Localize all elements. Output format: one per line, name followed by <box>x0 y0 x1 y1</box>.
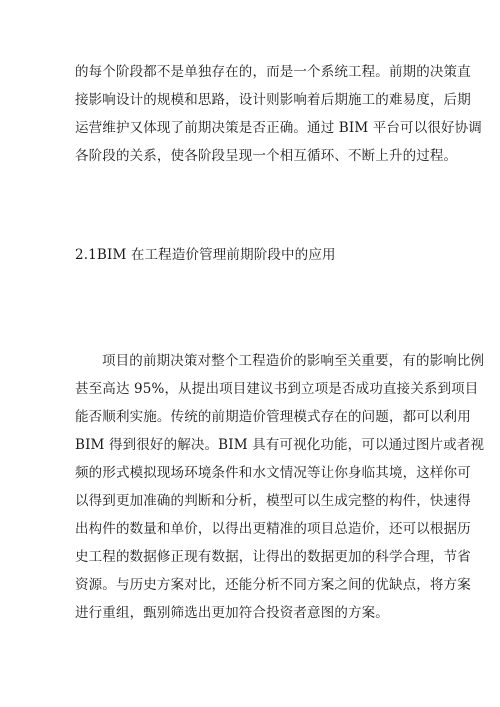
section-heading: 2.1BIM 在工程造价管理前期阶段中的应用 <box>75 247 336 263</box>
paragraph-line: 资源。与历史方案对比，还能分析不同方案之间的优缺点，将方案 <box>75 577 471 593</box>
paragraph-line: BIM 得到很好的解决。BIM 具有可视化功能，可以通过图片或者视 <box>75 437 485 453</box>
paragraph-line: 甚至高达 95%，从提出项目建议书到立项是否成功直接关系到项目 <box>75 381 479 397</box>
paragraph-2 <box>75 347 485 627</box>
paragraph-line: 各阶段的关系，使各阶段呈现一个相互循环、不断上升的过程。 <box>75 148 458 164</box>
paragraph-line: 能否顺利实施。传统的前期造价管理模式存在的问题，都可以利用 <box>75 409 471 425</box>
paragraph-line: 史工程的数据修正现有数据，让得出的数据更加的科学合理，节省 <box>75 549 471 565</box>
paragraph-1 <box>75 58 482 170</box>
paragraph-line: 的每个阶段都不是单独存在的，而是一个系统工程。前期的决策直 <box>75 64 471 80</box>
paragraph-line: 项目的前期决策对整个工程造价的影响至关重要，有的影响比例 <box>102 353 485 369</box>
paragraph-line: 以得到更加准确的判断和分析，模型可以生成完整的构件，快速得 <box>75 493 471 509</box>
paragraph-line: 进行重组，甄别筛选出更加符合投资者意图的方案。 <box>75 605 389 621</box>
paragraph-line: 出构件的数量和单价，以得出更精准的项目总造价，还可以根据历 <box>75 521 471 537</box>
paragraph-line: 接影响设计的规模和思路，设计则影响着后期施工的难易度，后期 <box>75 92 471 108</box>
paragraph-line: 运营维护又体现了前期决策是否正确。通过 BIM 平台可以很好协调 <box>75 120 482 136</box>
paragraph-line: 频的形式模拟现场环境条件和水文情况等让你身临其境，这样你可 <box>75 465 471 481</box>
